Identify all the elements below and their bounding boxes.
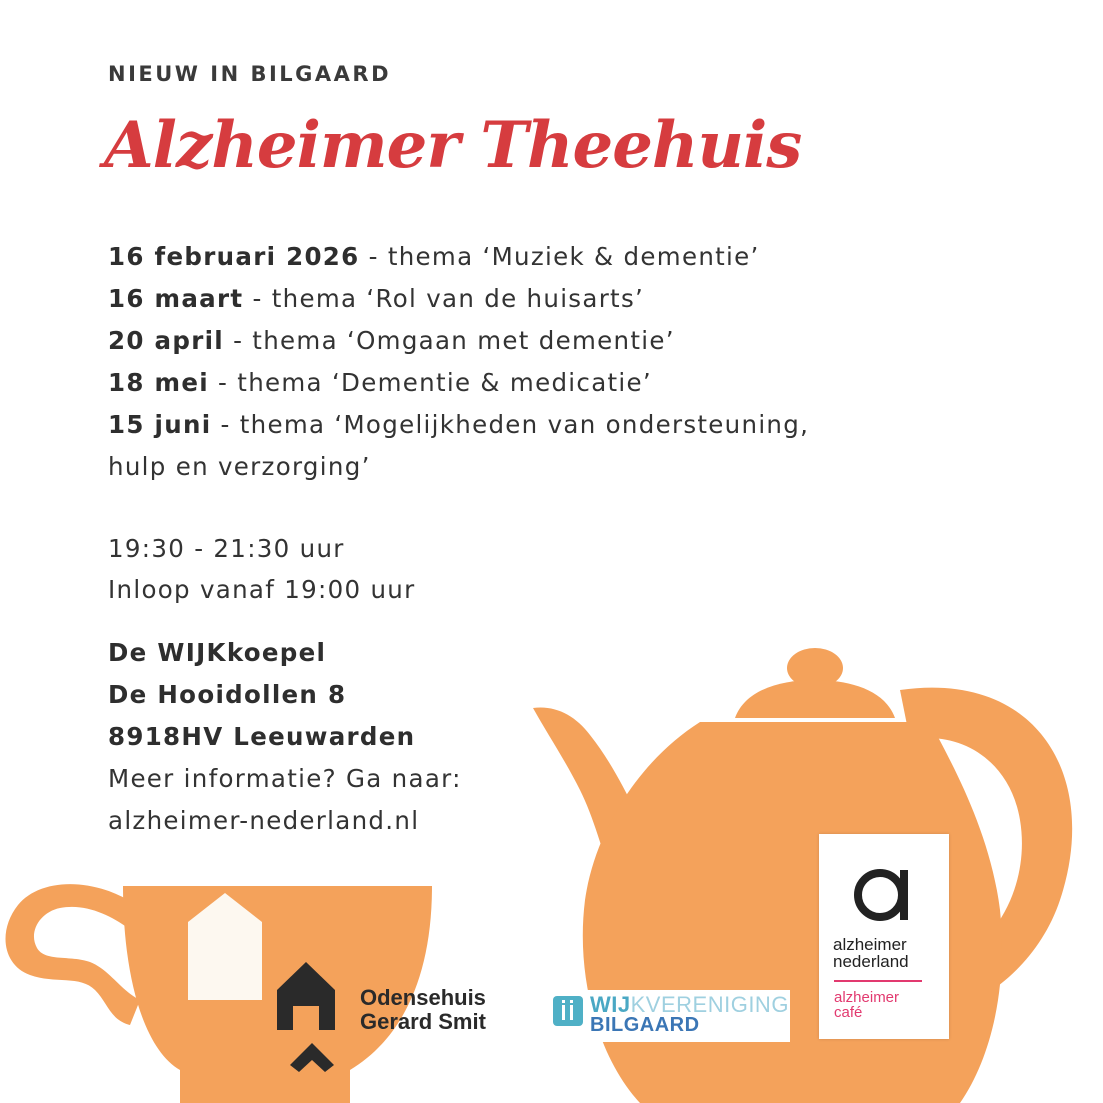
schedule-date: 20 april	[108, 326, 224, 355]
venue-name: De WIJKkoepel	[108, 638, 327, 667]
schedule-date: 16 februari 2026	[108, 242, 360, 271]
schedule-list	[108, 236, 988, 488]
alzheimer-a-icon	[852, 862, 914, 924]
wijkvereniging-bottom-text: BILGAARD	[590, 1014, 700, 1036]
alzheimer-nederland-logo	[819, 834, 949, 1039]
page-title: Alzheimer Theehuis	[104, 108, 802, 183]
teacup-handle	[6, 884, 141, 1025]
odensehuis-logo-line2: Gerard Smit	[360, 1009, 486, 1034]
wijkvereniging-vereniging: KVERENIGING	[630, 992, 789, 1017]
schedule-item	[108, 320, 988, 362]
alzheimer-divider	[834, 980, 922, 982]
odensehuis-logo-line1: Odensehuis	[360, 985, 486, 1010]
schedule-continuation: hulp en verzorging’	[108, 452, 371, 481]
schedule-theme: - thema ‘Mogelijkheden van ondersteuning,	[211, 410, 810, 439]
time-info	[108, 528, 415, 610]
venue-city: 8918HV Leeuwarden	[108, 722, 416, 751]
alzheimer-nederland-line2: nederland	[833, 952, 909, 971]
schedule-date: 18 mei	[108, 368, 209, 397]
alzheimer-cafe-text	[834, 990, 899, 1020]
more-info-label: Meer informatie? Ga naar:	[108, 764, 462, 793]
schedule-date: 16 maart	[108, 284, 244, 313]
alzheimer-cafe-line2: café	[834, 1004, 863, 1021]
schedule-item	[108, 236, 988, 278]
odensehuis-logo	[360, 986, 486, 1034]
wijkvereniging-logo	[550, 990, 790, 1042]
kicker-heading: NIEUW IN BILGAARD	[108, 62, 392, 86]
wijkvereniging-top-text	[590, 994, 789, 1016]
wijkvereniging-icon	[553, 996, 583, 1026]
alzheimer-nederland-line1: alzheimer	[833, 935, 907, 954]
teacup-handle-swirl	[59, 923, 78, 935]
wijkvereniging-wij: WIJ	[590, 992, 631, 1017]
schedule-item	[108, 362, 988, 404]
location-info	[108, 632, 462, 842]
venue-street: De Hooidollen 8	[108, 680, 347, 709]
walk-in-time: Inloop vanaf 19:00 uur	[108, 575, 416, 604]
teapot-lid	[735, 680, 895, 718]
alzheimer-nederland-text	[833, 936, 909, 970]
event-hours: 19:30 - 21:30 uur	[108, 534, 345, 563]
wijkvereniging-mark-icon	[553, 996, 583, 1026]
schedule-theme: - thema ‘Rol van de huisarts’	[243, 284, 645, 313]
website-link[interactable]: alzheimer-nederland.nl	[108, 806, 420, 835]
schedule-theme: - thema ‘Omgaan met dementie’	[223, 326, 675, 355]
alzheimer-cafe-line1: alzheimer	[834, 989, 900, 1006]
schedule-theme: - thema ‘Muziek & dementie’	[359, 242, 760, 271]
schedule-item	[108, 404, 988, 446]
schedule-item	[108, 278, 988, 320]
schedule-date: 15 juni	[108, 410, 212, 439]
schedule-theme: - thema ‘Dementie & medicatie’	[208, 368, 652, 397]
